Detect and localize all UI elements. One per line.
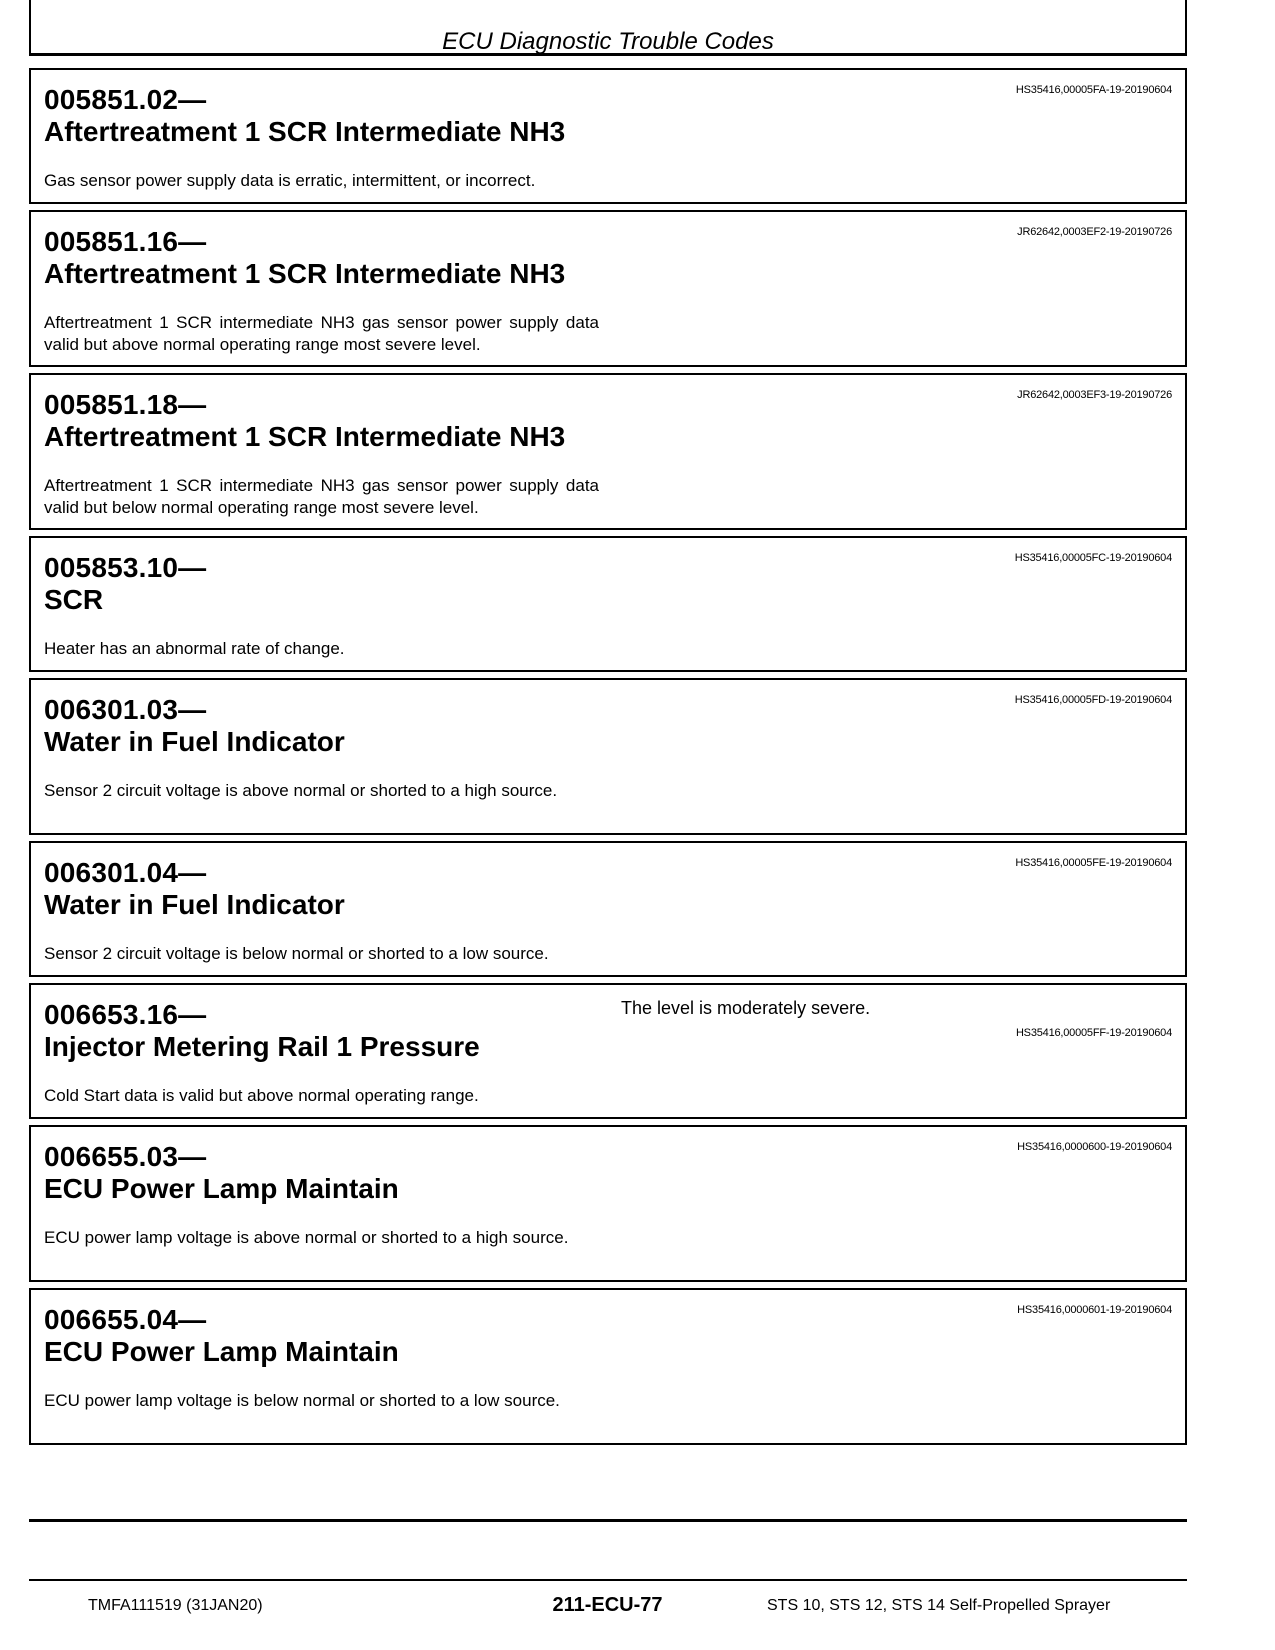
dtc-reference-id: HS35416,00005FD-19-20190604 bbox=[1014, 694, 1172, 706]
dtc-name: Aftertreatment 1 SCR Intermediate NH3 bbox=[44, 116, 566, 147]
dtc-entry bbox=[29, 210, 1187, 367]
dtc-code: 005853.10— bbox=[44, 552, 207, 583]
dtc-severity-note: The level is moderately severe. bbox=[621, 998, 871, 1018]
dtc-reference-id: HS35416,0000600-19-20190604 bbox=[1017, 1141, 1172, 1153]
dtc-description: Cold Start data is valid but above normal operating range. bbox=[44, 1086, 479, 1105]
dtc-description: Sensor 2 circuit voltage is below normal or shorted to a low source. bbox=[44, 944, 549, 963]
dtc-name: Aftertreatment 1 SCR Intermediate NH3 bbox=[44, 421, 566, 452]
page-header bbox=[29, 0, 1187, 56]
dtc-description: ECU power lamp voltage is above normal or shorted to a high source. bbox=[44, 1228, 569, 1247]
dtc-name: SCR bbox=[44, 584, 104, 615]
dtc-reference-id: HS35416,00005FF-19-20190604 bbox=[1015, 1027, 1172, 1039]
footer-page-number: 211-ECU-77 bbox=[552, 1594, 663, 1616]
dtc-entry bbox=[29, 68, 1187, 204]
dtc-entry bbox=[29, 678, 1187, 835]
dtc-entry bbox=[29, 983, 1187, 1119]
dtc-description: Gas sensor power supply data is erratic, intermittent, or incorrect. bbox=[44, 171, 536, 190]
dtc-list bbox=[29, 68, 1187, 1451]
content-bottom-rule bbox=[29, 1519, 1187, 1522]
dtc-description: Sensor 2 circuit voltage is above normal or shorted to a high source. bbox=[44, 781, 558, 800]
dtc-code: 006301.04— bbox=[44, 857, 207, 888]
dtc-description: Aftertreatment 1 SCR intermediate NH3 gas sensor power supply data valid but above normal operating range most severe level. bbox=[44, 313, 599, 354]
dtc-name: Aftertreatment 1 SCR Intermediate NH3 bbox=[44, 258, 566, 289]
dtc-code: 006655.04— bbox=[44, 1304, 207, 1335]
dtc-reference-id: HS35416,00005FC-19-20190604 bbox=[1014, 552, 1172, 564]
dtc-description: Aftertreatment 1 SCR intermediate NH3 gas sensor power supply data valid but below normal operating range most severe level. bbox=[44, 476, 599, 517]
dtc-entry bbox=[29, 1288, 1187, 1445]
dtc-reference-id: HS35416,00005FA-19-20190604 bbox=[1015, 84, 1172, 96]
footer-product-name: STS 10, STS 12, STS 14 Self-Propelled Sprayer bbox=[767, 1597, 1111, 1614]
dtc-entry bbox=[29, 1125, 1187, 1282]
dtc-reference-id: JR62642,0003EF2-19-20190726 bbox=[1017, 226, 1172, 238]
dtc-code: 005851.18— bbox=[44, 389, 207, 420]
dtc-code: 005851.02— bbox=[44, 84, 207, 115]
dtc-name: Water in Fuel Indicator bbox=[44, 726, 345, 757]
dtc-name: Injector Metering Rail 1 Pressure bbox=[44, 1031, 480, 1062]
dtc-entry bbox=[29, 536, 1187, 672]
dtc-code: 006653.16— bbox=[44, 999, 207, 1030]
dtc-reference-id: HS35416,0000601-19-20190604 bbox=[1017, 1304, 1172, 1316]
dtc-code: 005851.16— bbox=[44, 226, 207, 257]
dtc-name: Water in Fuel Indicator bbox=[44, 889, 345, 920]
dtc-entry bbox=[29, 841, 1187, 977]
dtc-name: ECU Power Lamp Maintain bbox=[44, 1173, 399, 1204]
dtc-reference-id: HS35416,00005FE-19-20190604 bbox=[1015, 857, 1172, 869]
dtc-code: 006301.03— bbox=[44, 694, 207, 725]
dtc-name: ECU Power Lamp Maintain bbox=[44, 1336, 399, 1367]
dtc-reference-id: JR62642,0003EF3-19-20190726 bbox=[1017, 389, 1172, 401]
dtc-entry bbox=[29, 373, 1187, 530]
page-title: ECU Diagnostic Trouble Codes bbox=[442, 28, 774, 55]
dtc-code: 006655.03— bbox=[44, 1141, 207, 1172]
footer-divider bbox=[29, 1579, 1187, 1581]
dtc-description: Heater has an abnormal rate of change. bbox=[44, 639, 345, 658]
footer-document-id: TMFA111519 (31JAN20) bbox=[88, 1597, 263, 1614]
dtc-description: ECU power lamp voltage is below normal or shorted to a low source. bbox=[44, 1391, 560, 1410]
